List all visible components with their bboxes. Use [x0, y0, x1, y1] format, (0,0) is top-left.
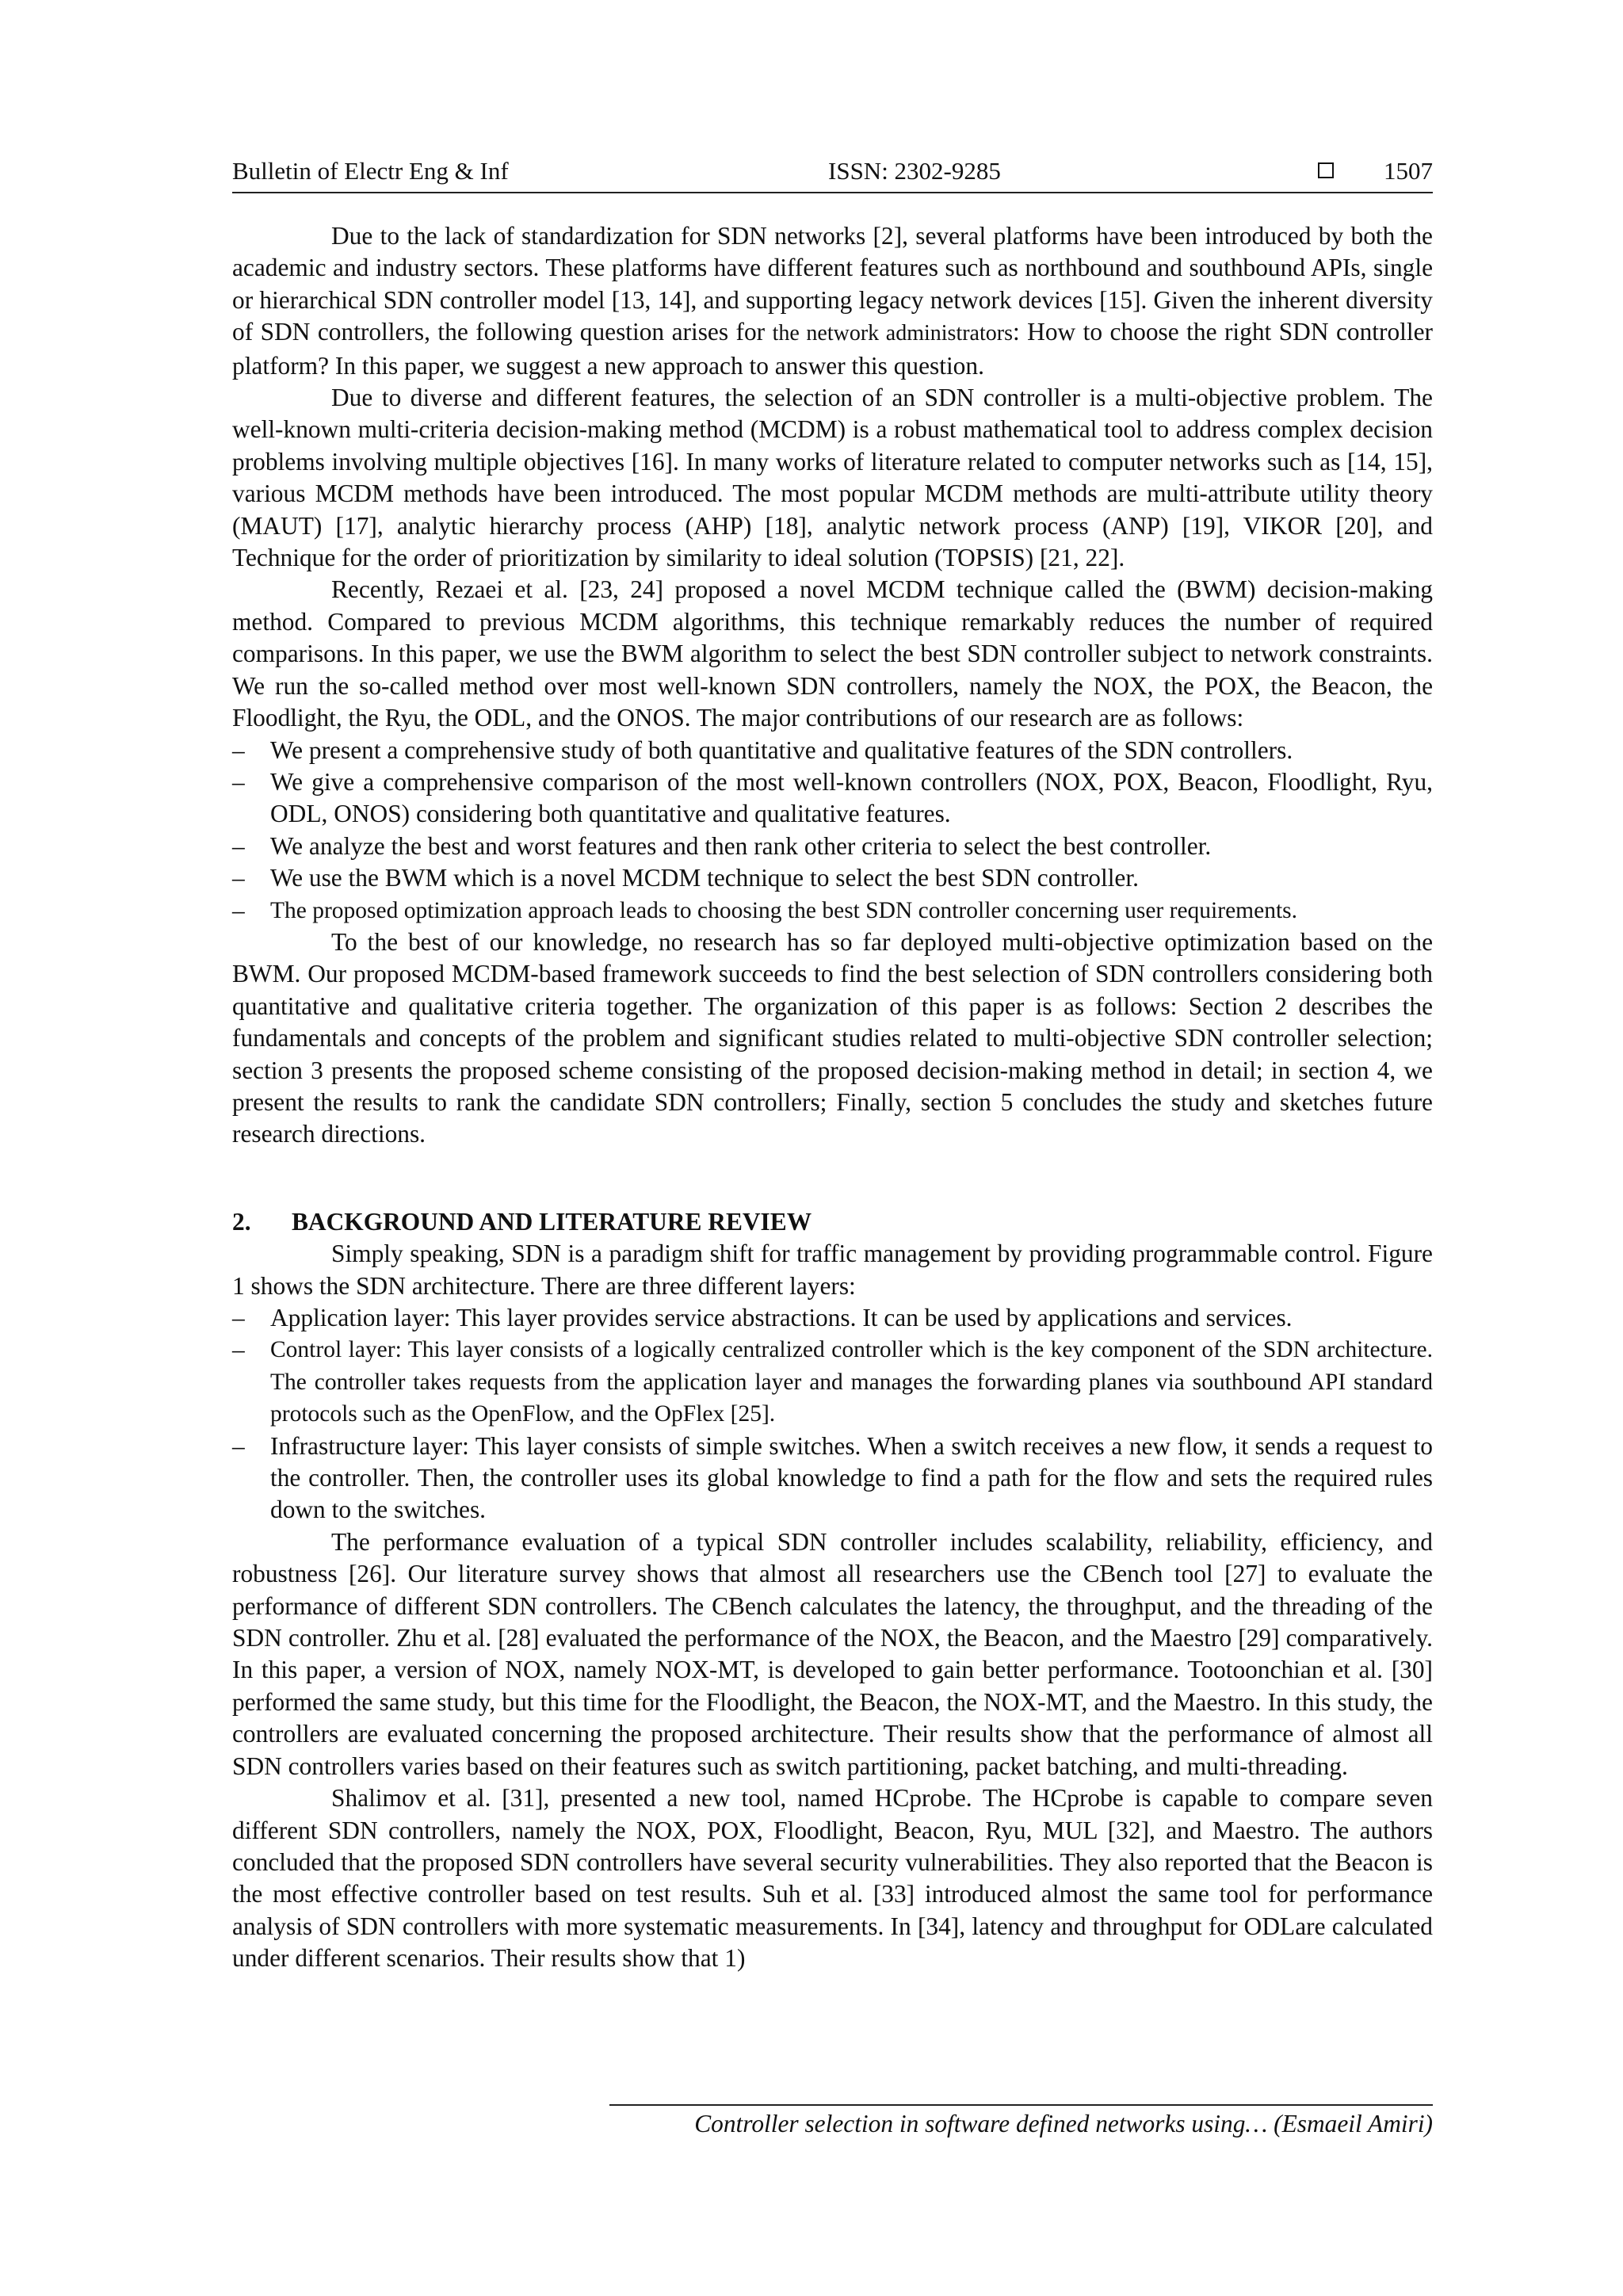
list-item: – We present a comprehensive study of both quantitative and qualitative features of the SDN controllers.	[232, 735, 1293, 764]
journal-name: Bulletin of Electr Eng & Inf	[232, 157, 509, 185]
footer-rule	[609, 2104, 1433, 2106]
paragraph: Simply speaking, SDN is a paradigm shift for traffic management by providing programmable control. Figure 1 shows the SDN architecture. There are three different layers:	[232, 1240, 1433, 1300]
paragraph: To the best of our knowledge, no research has so far deployed multi-objective optimization based on the BWM. Our proposed MCDM-based framework succeeds to find the best selection of SDN controllers considering both quantitative and qualitative criteria together. The organization of this paper is as follows: Section 2 describes the fundamentals and concepts of the problem and significant studies related to multi-objective SDN controller selection; section 3 presents the proposed scheme consisting of the proposed decision-making method in detail; in section 4, we present the results to rank the candidate SDN controllers; Finally, section 5 concludes the study and sketches future research directions.	[232, 927, 1433, 1148]
paragraph: Due to the lack of standardization for SDN networks [2], several platforms have been introduced by both the academic and industry sectors. These platforms have different features such as northbound and southbound APIs, single or hierarchical SDN controller model [13, 14], and supporting legacy network devices [15]. Given the inherent diversity of SDN controllers, the following question arises for the network administrators: How to choose the right SDN controller platform? In this paper, we suggest a new approach to answer this question.	[232, 222, 1434, 380]
paragraph: Due to diverse and different features, the selection of an SDN controller is a multi-objective problem. The well-known multi-criteria decision-making method (MCDM) is a robust mathematical tool to address complex decision problems involving multiple objectives [16]. In many works of literature related to computer networks such as [14, 15], various MCDM methods have been introduced. The most popular MCDM methods are multi-attribute utility theory (MAUT) [17], analytic hierarchy process (AHP) [18], analytic network process (ANP) [19], VIKOR [20], and Technique for the order of prioritization by similarity to ideal solution (TOPSIS) [21, 22].	[232, 384, 1433, 572]
issn: ISSN: 2302-9285	[828, 157, 1001, 185]
list-item: – Infrastructure layer: This layer consists of simple switches. When a switch receives a new flow, it sends a request to the controller. Then, the controller uses its global knowledge to find a path for the flow and sets the required rules down to the switches.	[232, 1431, 1433, 1524]
list-item: – We use the BWM which is a novel MCDM technique to select the best SDN controller.	[232, 864, 1139, 892]
article-body	[232, 220, 1433, 1975]
page-number: 1507	[1384, 157, 1433, 185]
page-header	[232, 155, 1433, 193]
list-item: – Control layer: This layer consists of a logically centralized controller which is the key component of the SDN architecture. The controller takes requests from the application layer and manages the forwarding planes via southbound API standard protocols such as the OpenFlow, and the OpFlex [25].	[232, 1335, 1433, 1427]
list-item: – Application layer: This layer provides service abstractions. It can be used by applications and services.	[232, 1304, 1293, 1331]
list-item: – We analyze the best and worst features and then rank other criteria to select the best controller.	[232, 831, 1212, 860]
paragraph: Recently, Rezaei et al. [23, 24] proposed a novel MCDM technique called the (BWM) decision-making method. Compared to previous MCDM algorithms, this technique remarkably reduces the number of required comparisons. In this paper, we use the BWM algorithm to select the best SDN controller subject to network constraints. We run the so-called method over most well-known SDN controllers, namely the NOX, the POX, the Beacon, the Floodlight, the Ryu, the ODL, and the ONOS. The major contributions of our research are as follows:	[232, 575, 1433, 732]
list-item: – We give a comprehensive comparison of the most well-known controllers (NOX, POX, Beacon, Floodlight, Ryu, ODL, ONOS) considering both quantitative and qualitative features.	[232, 767, 1433, 828]
section-heading: 2. BACKGROUND AND LITERATURE REVIEW	[232, 1207, 812, 1236]
contributions-list	[232, 735, 1433, 926]
running-footer: Controller selection in software defined networks using… (Esmaeil Amiri)	[694, 2110, 1433, 2137]
layers-list	[232, 1302, 1433, 1526]
paragraph: The performance evaluation of a typical SDN controller includes scalability, reliability, efficiency, and robustness [26]. Our literature survey shows that almost all researchers use the CBench tool [27] to evaluate the performance of different SDN controllers. The CBench calculates the latency, the throughput, and the threading of the SDN controller. Zhu et al. [28] evaluated the performance of the NOX, the Beacon, and the Maestro [29] comparatively. In this paper, a version of NOX, namely NOX-MT, is developed to gain better performance. Tootoonchian et al. [30] performed the same study, but this time for the Floodlight, the Beacon, the NOX-MT, and the Maestro. In this study, the controllers are evaluated concerning the proposed architecture. Their results show that the performance of almost all SDN controllers varies based on their features such as switch partitioning, packet batching, and multi-threading.	[232, 1527, 1433, 1780]
paragraph: Shalimov et al. [31], presented a new tool, named HCprobe. The HCprobe is capable to compare seven different SDN controllers, namely the NOX, POX, Floodlight, Beacon, Ryu, MUL [32], and Maestro. The authors concluded that the proposed SDN controllers have several security vulnerabilities. They also reported that the Beacon is the most effective controller based on test results. Suh et al. [33] introduced almost the same tool for performance analysis of SDN controllers with more systematic measurements. In [34], latency and throughput for ODLare calculated under different scenarios. Their results show that 1)	[232, 1784, 1433, 1973]
list-item: – The proposed optimization approach leads to choosing the best SDN controller concerning user requirements.	[232, 896, 1297, 924]
square-bullet-icon	[1318, 162, 1334, 178]
